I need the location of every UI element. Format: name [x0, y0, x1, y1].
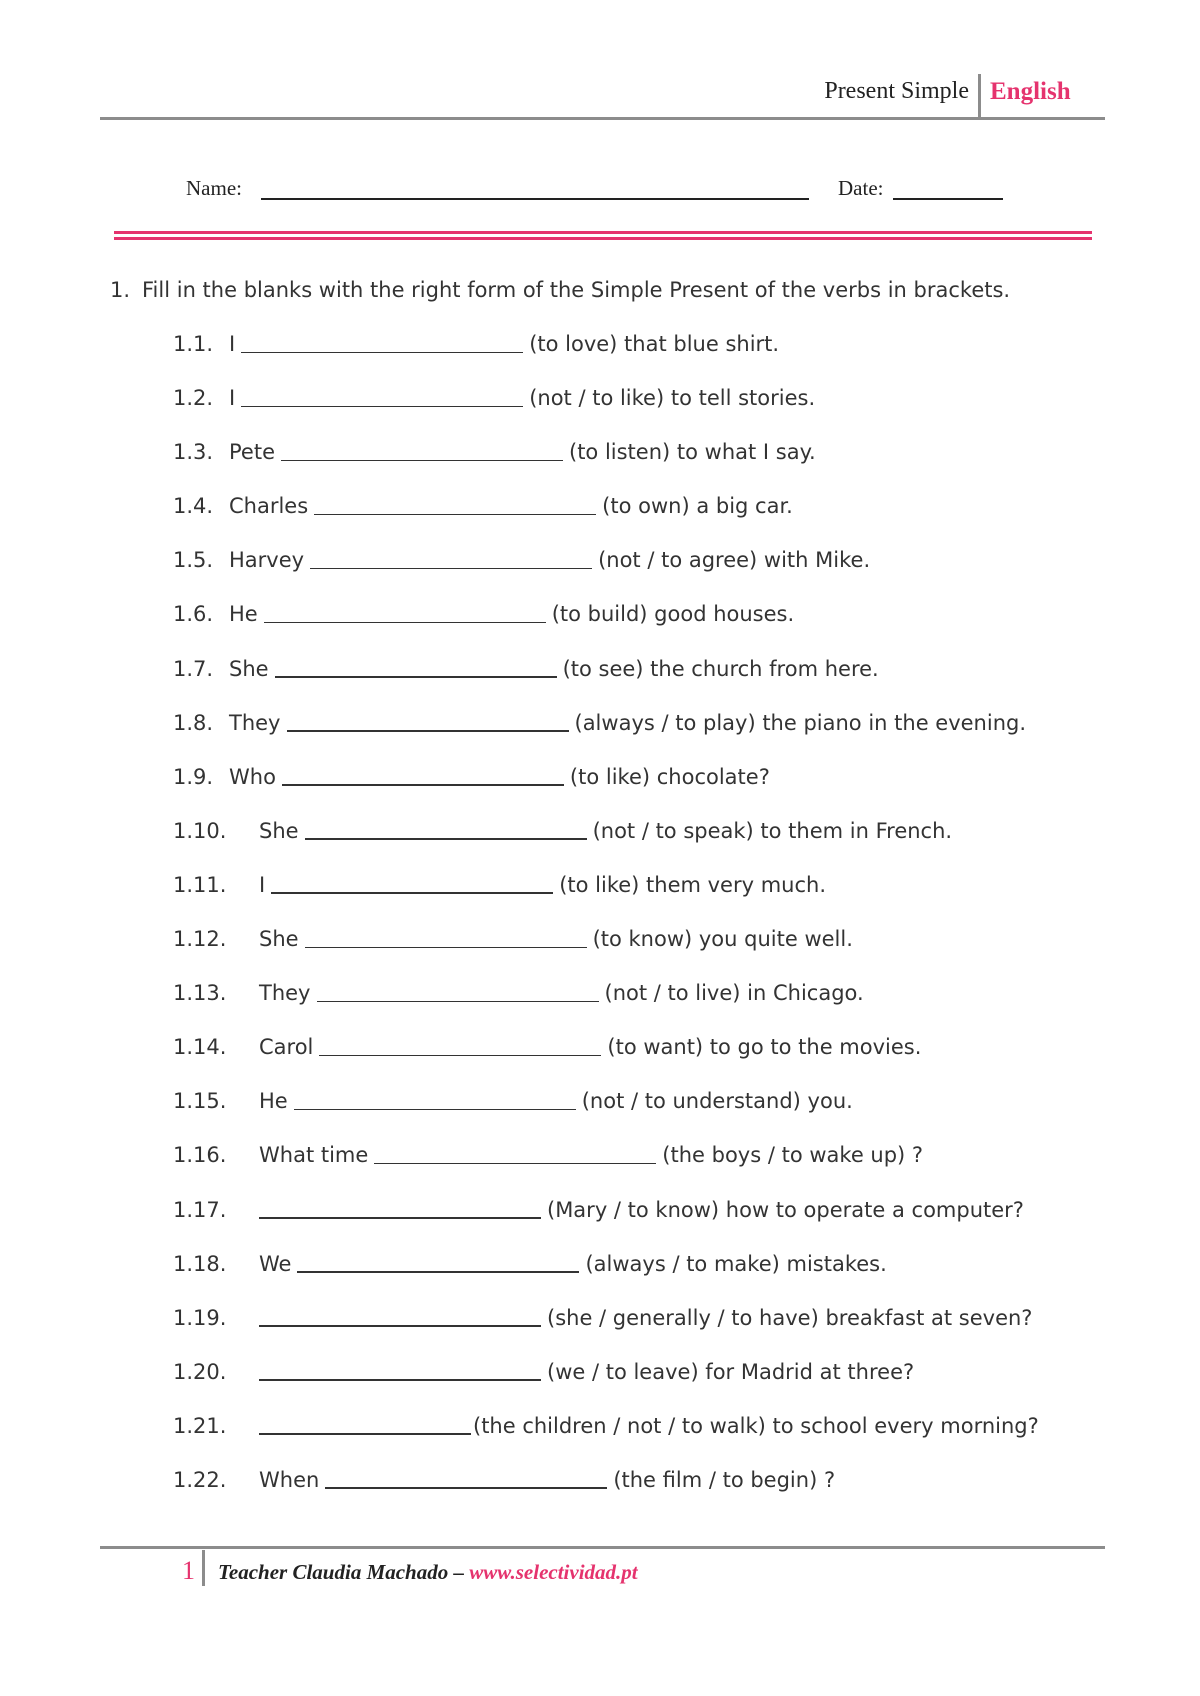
answer-blank[interactable] [259, 1379, 541, 1381]
item-number: 1.8. [173, 710, 214, 735]
name-field[interactable] [261, 198, 809, 200]
exercise-item [173, 331, 1103, 385]
item-subject: He [229, 602, 258, 627]
item-subject: When [259, 1467, 320, 1492]
item-subject: They [229, 710, 281, 735]
item-subject: I [229, 386, 236, 411]
footer-url[interactable]: www.selectividad.pt [469, 1560, 638, 1584]
item-subject: She [229, 656, 269, 681]
exercise-item [173, 1142, 1103, 1196]
exercise-instruction [110, 278, 1010, 302]
answer-blank[interactable] [374, 1163, 656, 1165]
item-subject: Pete [229, 440, 275, 465]
item-number: 1.17. [173, 1197, 227, 1222]
item-subject: I [229, 332, 236, 356]
exercise-item [173, 385, 1103, 439]
item-prompt: (not / to agree) with Mike. [598, 548, 871, 573]
header-divider [978, 74, 981, 120]
header-subject: English [990, 78, 1071, 105]
item-prompt: (she / generally / to have) breakfast at seven? [547, 1305, 1033, 1330]
page-header [100, 74, 1105, 120]
item-prompt: (we / to leave) for Madrid at three? [547, 1359, 915, 1384]
item-subject: I [259, 872, 266, 897]
answer-blank[interactable] [264, 622, 546, 624]
exercise-item [173, 980, 1103, 1034]
exercise-item [173, 764, 1103, 818]
answer-blank[interactable] [282, 784, 564, 786]
item-number: 1.5. [173, 548, 214, 573]
item-prompt: (Mary / to know) how to operate a computer? [547, 1197, 1024, 1222]
item-prompt: (to want) to go to the movies. [607, 1035, 922, 1060]
item-number: 1.1. [173, 332, 214, 356]
answer-blank[interactable] [310, 568, 592, 570]
footer-divider [202, 1550, 205, 1586]
item-subject: What time [259, 1143, 369, 1168]
footer-credit [218, 1560, 638, 1585]
item-prompt: (to like) them very much. [559, 872, 826, 897]
item-number: 1.10. [173, 818, 227, 843]
item-prompt: (to see) the church from here. [562, 656, 879, 681]
item-subject: He [259, 1089, 288, 1114]
answer-blank[interactable] [305, 947, 587, 949]
exercise-item [173, 439, 1103, 493]
item-prompt: (the children / not / to walk) to school every morning? [473, 1413, 1039, 1438]
answer-blank[interactable] [319, 1055, 601, 1057]
answer-blank[interactable] [314, 514, 596, 516]
header-rule [100, 117, 1105, 120]
item-prompt: (not / to live) in Chicago. [604, 981, 864, 1006]
exercise-item [173, 547, 1103, 601]
item-number: 1.11. [173, 872, 227, 897]
footer-author: Teacher Claudia Machado – [218, 1560, 470, 1584]
exercise-item [173, 1359, 1103, 1413]
answer-blank[interactable] [281, 460, 563, 462]
item-number: 1.7. [173, 656, 214, 681]
item-number: 1.3. [173, 440, 214, 465]
item-subject: Charles [229, 494, 309, 519]
exercise-item [173, 1197, 1103, 1251]
item-prompt: (to know) you quite well. [592, 927, 853, 952]
item-subject: Carol [259, 1035, 314, 1060]
item-prompt: (to listen) to what I say. [569, 440, 816, 465]
item-prompt: (not / to understand) you. [581, 1089, 853, 1114]
item-number: 1.6. [173, 602, 214, 627]
item-number: 1.14. [173, 1035, 227, 1060]
item-subject: Harvey [229, 548, 305, 573]
exercise-item [173, 656, 1103, 710]
item-subject: They [259, 981, 311, 1006]
answer-blank[interactable] [287, 730, 569, 732]
exercise-number: 1. [110, 278, 131, 302]
exercise-item [173, 1467, 1103, 1521]
header-title: Present Simple [824, 78, 969, 104]
answer-blank[interactable] [317, 1001, 599, 1003]
item-number: 1.22. [173, 1467, 227, 1492]
pink-divider-top [114, 231, 1092, 234]
answer-blank[interactable] [275, 676, 557, 678]
item-prompt: (to build) good houses. [551, 602, 795, 627]
item-prompt: (always / to make) mistakes. [585, 1251, 887, 1276]
item-number: 1.19. [173, 1305, 227, 1330]
exercise-item [173, 1034, 1103, 1088]
date-label: Date: [838, 176, 884, 200]
item-number: 1.21. [173, 1413, 227, 1438]
date-field[interactable] [893, 198, 1003, 200]
item-prompt: (always / to play) the piano in the evening. [574, 710, 1027, 735]
item-prompt: (the boys / to wake up) ? [662, 1143, 924, 1168]
exercise-item [173, 710, 1103, 764]
exercise-item [173, 1088, 1103, 1142]
answer-blank[interactable] [305, 838, 587, 840]
instruction-text: Fill in the blanks with the right form of the Simple Present of the verbs in brackets. [142, 278, 1011, 302]
exercise-item [173, 1251, 1103, 1305]
exercise-item [173, 1413, 1103, 1467]
exercise-items [173, 331, 1103, 1521]
item-prompt: (to like) chocolate? [569, 764, 770, 789]
item-prompt: (not / to like) to tell stories. [529, 386, 816, 411]
item-prompt: (not / to speak) to them in French. [592, 818, 953, 843]
footer-rule [100, 1546, 1105, 1549]
item-prompt: (the film / to begin) ? [613, 1467, 836, 1492]
item-prompt: (to own) a big car. [602, 494, 793, 519]
item-number: 1.20. [173, 1359, 227, 1384]
item-subject: She [259, 818, 299, 843]
item-number: 1.15. [173, 1089, 227, 1114]
answer-blank[interactable] [297, 1271, 579, 1273]
answer-blank[interactable] [259, 1325, 541, 1327]
item-prompt: (to love) that blue shirt. [529, 332, 780, 356]
answer-blank[interactable] [294, 1109, 576, 1111]
answer-blank[interactable] [259, 1217, 541, 1219]
exercise-item [173, 493, 1103, 547]
answer-blank[interactable] [271, 892, 553, 894]
exercise-item [173, 601, 1103, 655]
item-subject: She [259, 927, 299, 952]
answer-blank[interactable] [259, 1433, 471, 1435]
item-number: 1.13. [173, 981, 227, 1006]
exercise-item [173, 872, 1103, 926]
page-number: 1 [182, 1556, 195, 1585]
name-label: Name: [186, 176, 242, 200]
exercise-item [173, 1305, 1103, 1359]
item-number: 1.12. [173, 927, 227, 952]
answer-blank[interactable] [241, 406, 523, 408]
item-number: 1.9. [173, 764, 214, 789]
item-number: 1.18. [173, 1251, 227, 1276]
item-number: 1.16. [173, 1143, 227, 1168]
answer-blank[interactable] [325, 1487, 607, 1489]
item-subject: We [259, 1251, 292, 1276]
exercise-item [173, 926, 1103, 980]
exercise-item [173, 818, 1103, 872]
item-number: 1.4. [173, 494, 214, 519]
item-number: 1.2. [173, 386, 214, 411]
pink-divider-bottom [114, 237, 1092, 240]
answer-blank[interactable] [241, 352, 523, 354]
item-subject: Who [229, 764, 276, 789]
